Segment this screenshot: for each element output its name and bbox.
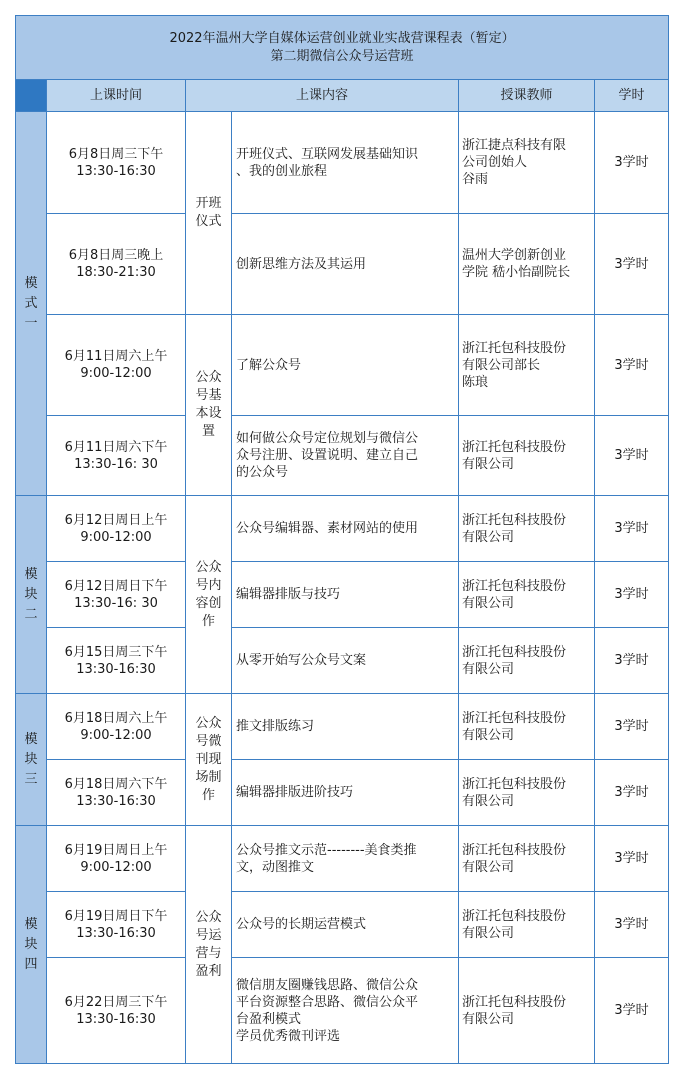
date-text: 6月8日周三晚上: [68, 248, 164, 263]
teacher-line: 有限公司: [462, 1011, 515, 1027]
content-line: 创新思维方法及其运用: [236, 256, 367, 272]
subtopic-cell: [186, 112, 232, 315]
teacher-line: 浙江托包科技股份: [462, 439, 567, 455]
content-line: 文，动图推文: [236, 859, 315, 875]
time-text: 9:00-12:00: [80, 727, 152, 743]
teacher-cell: [459, 958, 595, 1064]
subtopic-cell: [186, 496, 232, 694]
module-cell: [16, 496, 47, 694]
hours-cell: 3学时: [595, 496, 669, 562]
schedule-table: [15, 15, 669, 1064]
hours-cell: 3学时: [595, 214, 669, 315]
time-text: 9:00-12:00: [80, 366, 152, 381]
content-line: 如何做公众号定位规划与微信公: [236, 431, 419, 446]
table-title: [16, 16, 669, 80]
content-line: 微信朋友圈赚钱思路、微信公众: [236, 977, 419, 993]
teacher-cell: [459, 562, 595, 628]
teacher-line: 公司创始人: [462, 155, 528, 170]
teacher-cell: [459, 112, 595, 214]
hours-cell: 3学时: [595, 826, 669, 892]
content-cell: [232, 496, 459, 562]
date-text: 6月22日周三下午: [64, 994, 168, 1010]
content-cell: [232, 214, 459, 315]
teacher-line: 浙江托包科技股份: [462, 908, 567, 924]
time-text: 9:00-12:00: [80, 859, 152, 875]
content-line: 公众号编辑器、素材网站的使用: [236, 521, 419, 536]
time-text: 13:30-16: 30: [74, 456, 158, 472]
time-text: 13:30-16:30: [76, 163, 156, 179]
hours-cell: 3学时: [595, 112, 669, 214]
content-line: 编辑器排版与技巧: [236, 587, 341, 602]
subtopic-label: 公众号基本设置: [195, 370, 222, 439]
teacher-cell: [459, 214, 595, 315]
content-line: 开班仪式、互联网发展基础知识: [236, 146, 419, 162]
hours-cell: 3学时: [595, 416, 669, 496]
teacher-line: 学院 嵇小怡副院长: [462, 265, 571, 280]
subtopic-cell: [186, 694, 232, 826]
table-row: [16, 760, 669, 826]
date-text: 6月19日周日上午: [64, 842, 168, 858]
teacher-line: 有限公司: [462, 859, 515, 875]
time-text: 18:30-21:30: [76, 265, 156, 280]
hours-cell: 3学时: [595, 315, 669, 416]
time-text: 13:30-16:30: [76, 661, 156, 677]
content-line: 学员优秀微刊评选: [236, 1028, 341, 1044]
schedule-sheet: [15, 15, 668, 1064]
date-text: 6月11日周六上午: [64, 349, 168, 364]
hours-cell: 3学时: [595, 694, 669, 760]
teacher-cell: [459, 694, 595, 760]
date-text: 6月19日周日下午: [64, 908, 168, 924]
date-text: 6月18日周六上午: [64, 710, 168, 726]
table-row: [16, 826, 669, 892]
time-cell: [47, 958, 186, 1064]
table-row: [16, 315, 669, 416]
hours-cell: 3学时: [595, 628, 669, 694]
teacher-line: 温州大学创新创业: [462, 248, 567, 263]
header-time: 上课时间: [47, 80, 186, 112]
teacher-cell: [459, 315, 595, 416]
content-line: 的公众号: [236, 465, 289, 480]
hours-cell: 3学时: [595, 760, 669, 826]
time-text: 13:30-16:30: [76, 793, 156, 809]
time-cell: [47, 628, 186, 694]
content-line: 编辑器排版进阶技巧: [236, 785, 354, 800]
table-row: [16, 416, 669, 496]
time-cell: [47, 892, 186, 958]
content-cell: [232, 760, 459, 826]
header-corner: [16, 80, 47, 112]
content-line: 了解公众号: [236, 357, 302, 373]
header-content: 上课内容: [186, 80, 459, 112]
table-row: [16, 214, 669, 315]
teacher-line: 有限公司部长: [462, 357, 541, 373]
content-cell: [232, 112, 459, 214]
subtopic-label: 开班仪式: [195, 196, 222, 229]
teacher-line: 有限公司: [462, 529, 515, 545]
module-cell: [16, 694, 47, 826]
module-label: 模式一: [24, 275, 38, 331]
subtopic-label: 公众号运营与盈利: [195, 909, 222, 979]
subtopic-label: 公众号微刊现场制作: [195, 715, 222, 803]
hours-cell: 3学时: [595, 562, 669, 628]
teacher-line: 浙江托包科技股份: [462, 512, 567, 528]
time-text: 13:30-16:30: [76, 925, 156, 941]
teacher-cell: [459, 760, 595, 826]
content-cell: [232, 958, 459, 1064]
content-cell: [232, 694, 459, 760]
teacher-line: 谷雨: [462, 172, 489, 187]
teacher-line: 陈琅: [462, 374, 489, 390]
title-line-2: 第二期微信公众号运营班: [270, 48, 414, 64]
hours-cell: 3学时: [595, 892, 669, 958]
teacher-line: 浙江托包科技股份: [462, 776, 567, 792]
time-cell: [47, 826, 186, 892]
time-cell: [47, 315, 186, 416]
teacher-cell: [459, 826, 595, 892]
content-line: 台盈利模式: [236, 1011, 302, 1027]
teacher-line: 浙江托包科技股份: [462, 994, 567, 1010]
content-cell: [232, 315, 459, 416]
teacher-cell: [459, 496, 595, 562]
content-line: 公众号推文示范--------美食类推: [236, 842, 417, 858]
date-text: 6月11日周六下午: [64, 439, 168, 455]
table-row: [16, 892, 669, 958]
header-row: [16, 80, 669, 112]
teacher-line: 有限公司: [462, 595, 515, 611]
table-row: [16, 562, 669, 628]
date-text: 6月15日周三下午: [64, 644, 168, 660]
teacher-line: 有限公司: [462, 925, 515, 941]
time-cell: [47, 112, 186, 214]
content-line: 公众号的长期运营模式: [236, 917, 367, 932]
header-teacher: 授课教师: [459, 80, 595, 112]
teacher-line: 浙江托包科技股份: [462, 340, 567, 356]
content-line: 平台资源整合思路、微信公众平: [236, 994, 419, 1010]
table-row: [16, 112, 669, 214]
content-line: 从零开始写公众号文案: [236, 653, 367, 668]
subtopic-cell: [186, 315, 232, 496]
module-label: 模块二: [24, 566, 38, 622]
table-row: [16, 496, 669, 562]
content-line: 、我的创业旅程: [236, 163, 328, 179]
table-row: [16, 694, 669, 760]
content-line: 众号注册、设置说明、建立自己: [236, 448, 419, 463]
teacher-line: 有限公司: [462, 793, 515, 809]
table-row: [16, 958, 669, 1064]
teacher-line: 有限公司: [462, 456, 515, 472]
teacher-line: 有限公司: [462, 661, 515, 677]
time-text: 13:30-16:30: [76, 1011, 156, 1027]
time-cell: [47, 694, 186, 760]
hours-cell: 3学时: [595, 958, 669, 1064]
module-label: 模块三: [24, 731, 38, 787]
time-cell: [47, 416, 186, 496]
time-text: 13:30-16: 30: [74, 595, 158, 611]
subtopic-cell: [186, 826, 232, 1064]
teacher-line: 浙江托包科技股份: [462, 644, 567, 660]
date-text: 6月18日周六下午: [64, 776, 168, 792]
date-text: 6月12日周日下午: [64, 578, 168, 594]
content-cell: [232, 416, 459, 496]
header-hours: 学时: [595, 80, 669, 112]
module-cell: [16, 112, 47, 496]
subtopic-label: 公众号内容创作: [195, 559, 222, 629]
teacher-cell: [459, 892, 595, 958]
teacher-line: 浙江捷点科技有限: [462, 138, 567, 153]
teacher-line: 浙江托包科技股份: [462, 578, 567, 594]
content-line: 推文排版练习: [236, 719, 315, 734]
time-cell: [47, 496, 186, 562]
teacher-line: 浙江托包科技股份: [462, 842, 567, 858]
teacher-line: 浙江托包科技股份: [462, 710, 567, 726]
content-cell: [232, 628, 459, 694]
module-label: 模块四: [24, 916, 38, 972]
teacher-cell: [459, 416, 595, 496]
content-cell: [232, 892, 459, 958]
teacher-line: 有限公司: [462, 727, 515, 743]
time-cell: [47, 562, 186, 628]
module-cell: [16, 826, 47, 1064]
date-text: 6月8日周三下午: [68, 146, 164, 162]
title-line-1: 2022年温州大学自媒体运营创业就业实战营课程表（暂定）: [169, 30, 515, 46]
time-cell: [47, 214, 186, 315]
time-cell: [47, 760, 186, 826]
content-cell: [232, 826, 459, 892]
date-text: 6月12日周日上午: [64, 512, 168, 528]
table-row: [16, 628, 669, 694]
time-text: 9:00-12:00: [80, 529, 152, 545]
content-cell: [232, 562, 459, 628]
teacher-cell: [459, 628, 595, 694]
